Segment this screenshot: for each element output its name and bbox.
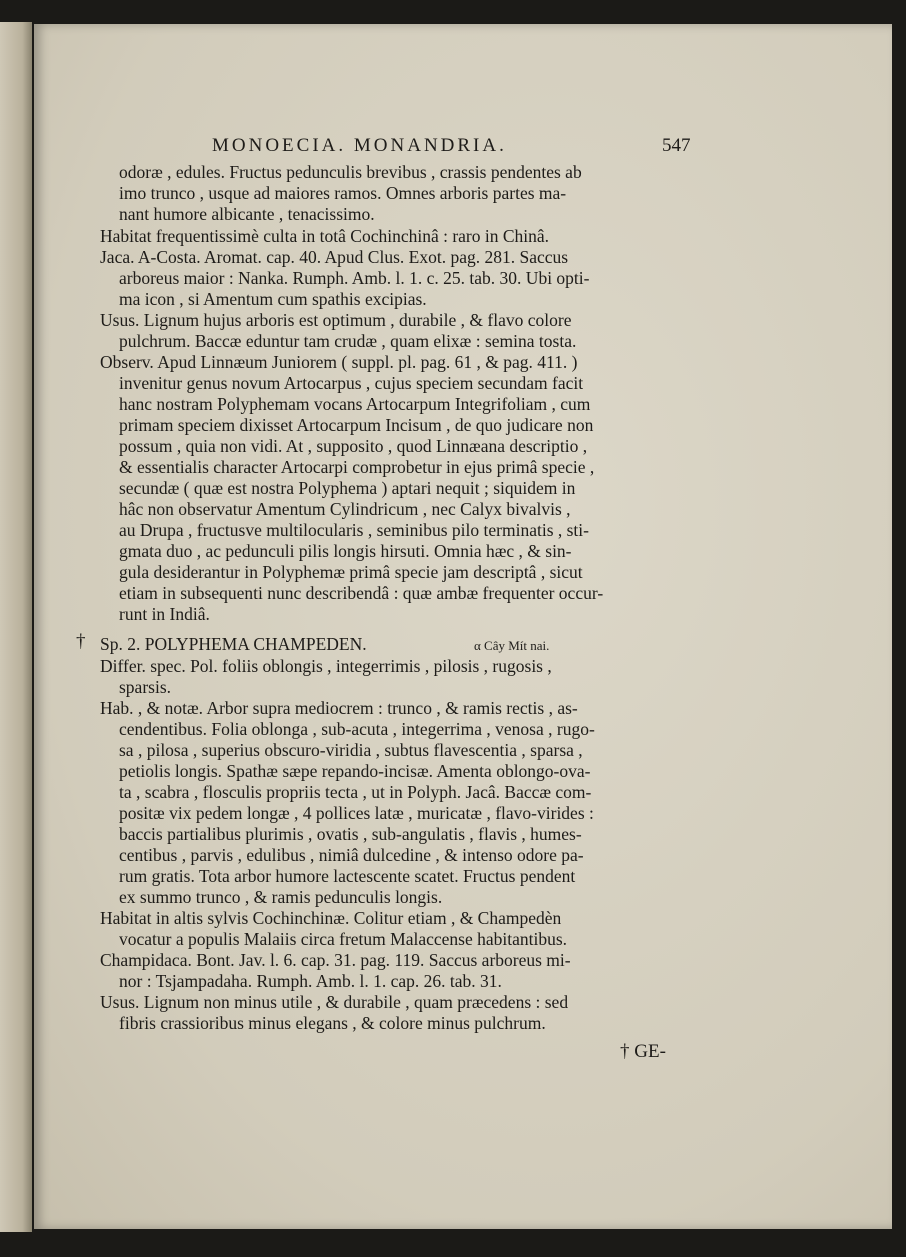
text-line: vocatur a populis Malaiis circa fretum Malaccense habitantibus. bbox=[119, 929, 568, 949]
text-line: Hab. , & notæ. Arbor supra mediocrem : trunco , & ramis rectis , as- bbox=[100, 698, 578, 718]
text-line: positæ vix pedem longæ , 4 pollices latæ , muricatæ , flavo-virides : bbox=[119, 803, 594, 823]
text-line: petiolis longis. Spathæ sæpe repando-incisæ. Amenta oblongo-ova- bbox=[119, 761, 591, 781]
text-line: gula desiderantur in Polyphemæ primâ specie jam descriptâ , sicut bbox=[119, 562, 583, 582]
text-line: rum gratis. Tota arbor humore lactescente scatet. Fructus pendent bbox=[119, 866, 576, 886]
text-line: Jaca. A-Costa. Aromat. cap. 40. Apud Clus. Exot. pag. 281. Saccus bbox=[100, 247, 569, 267]
page-number: 547 bbox=[662, 135, 691, 156]
text-line: baccis partialibus plurimis , ovatis , sub-angulatis , flavis , humes- bbox=[119, 824, 582, 844]
text-line: nor : Tsjampadaha. Rumph. Amb. l. 1. cap. 26. tab. 31. bbox=[119, 971, 502, 991]
text-line: ma icon , si Amentum cum spathis excipias. bbox=[119, 289, 427, 309]
text-line: secundæ ( quæ est nostra Polyphema ) aptari nequit ; siquidem in bbox=[119, 478, 576, 498]
text-line: Usus. Lignum non minus utile , & durabile , quam præcedens : sed bbox=[100, 992, 569, 1012]
vernacular-name: α Cây Mít nai. bbox=[474, 638, 550, 653]
text-line: sa , pilosa , superius obscuro-viridia , subtus flavescentia , sparsa , bbox=[119, 740, 583, 760]
text-line: imo trunco , usque ad maiores ramos. Omnes arboris partes ma- bbox=[119, 183, 567, 203]
text-line: Differ. spec. Pol. foliis oblongis , integerrimis , pilosis , rugosis , bbox=[100, 656, 552, 676]
text-line: Habitat in altis sylvis Cochinchinæ. Colitur etiam , & Champedèn bbox=[100, 908, 562, 928]
text-line: odoræ , edules. Fructus pedunculis brevibus , crassis pendentes ab bbox=[119, 162, 582, 182]
text-line: centibus , parvis , edulibus , nimiâ dulcedine , & intenso odore pa- bbox=[119, 845, 584, 865]
species-heading: Sp. 2. POLYPHEMA CHAMPEDEN. bbox=[100, 634, 367, 654]
running-title: MONOECIA. MONANDRIA. bbox=[212, 135, 507, 156]
catchword: † GE- bbox=[620, 1041, 666, 1062]
text-line: gmata duo , ac pedunculi pilis longis hirsuti. Omnia hæc , & sin- bbox=[119, 541, 572, 561]
text-line: hanc nostram Polyphemam vocans Artocarpum Integrifoliam , cum bbox=[119, 394, 591, 414]
text-line: primam speciem dixisset Artocarpum Incisum , de quo judicare non bbox=[119, 415, 594, 435]
text-line: pulchrum. Baccæ eduntur tam crudæ , quam elixæ : semina tosta. bbox=[119, 331, 577, 351]
text-line: runt in Indiâ. bbox=[119, 604, 210, 624]
text-line: Usus. Lignum hujus arboris est optimum , durabile , & flavo colore bbox=[100, 310, 572, 330]
text-line: ex summo trunco , & ramis pedunculis longis. bbox=[119, 887, 443, 907]
text-line: possum , quia non vidi. At , supposito , quod Linnæana descriptio , bbox=[119, 436, 588, 456]
text-line: cendentibus. Folia oblonga , sub-acuta , integerrima , venosa , rugo- bbox=[119, 719, 595, 739]
text-line: etiam in subsequenti nunc describendâ : quæ ambæ frequenter occur- bbox=[119, 583, 604, 603]
text-line: nant humore albicante , tenacissimo. bbox=[119, 204, 375, 224]
text-line: sparsis. bbox=[119, 677, 172, 697]
text-line: au Drupa , fructusve multilocularis , seminibus pilo terminatis , sti- bbox=[119, 520, 589, 540]
text-line: & essentialis character Artocarpi comprobetur in ejus primâ specie , bbox=[119, 457, 595, 477]
text-line: fibris crassioribus minus elegans , & colore minus pulchrum. bbox=[119, 1013, 546, 1033]
text-line: ta , scabra , flosculis propriis tecta , ut in Polyph. Jacâ. Baccæ com- bbox=[119, 782, 592, 802]
dagger-mark: † bbox=[76, 631, 86, 652]
text-line: hâc non observatur Amentum Cylindricum , nec Calyx bivalvis , bbox=[119, 499, 571, 519]
text-line: Observ. Apud Linnæum Juniorem ( suppl. pl. pag. 61 , & pag. 411. ) bbox=[100, 352, 578, 372]
text-line: Habitat frequentissimè culta in totâ Cochinchinâ : raro in Chinâ. bbox=[100, 226, 550, 246]
text-line: arboreus maior : Nanka. Rumph. Amb. l. 1. c. 25. tab. 30. Ubi opti- bbox=[119, 268, 590, 288]
text-line: invenitur genus novum Artocarpus , cujus speciem secundam facit bbox=[119, 373, 584, 393]
text-line: Champidaca. Bont. Jav. l. 6. cap. 31. pag. 119. Saccus arboreus mi- bbox=[100, 950, 571, 970]
